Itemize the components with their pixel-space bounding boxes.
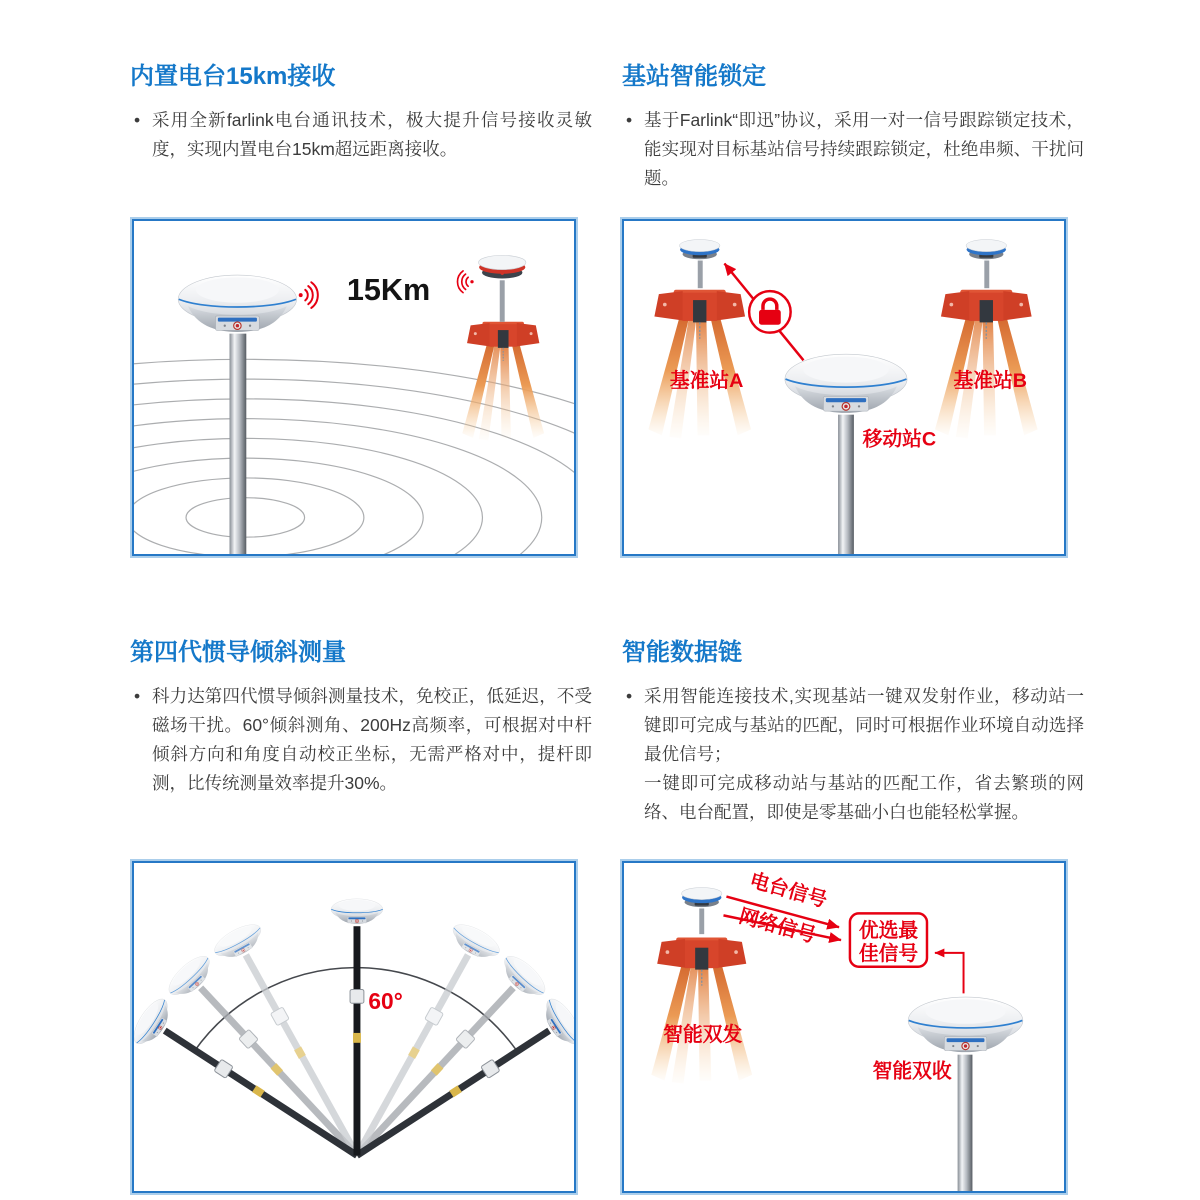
section-paragraph: • 采用智能连接技术,实现基站一键双发射作业，移动站一键即可完成与基站的匹配，同时可根据作业环境自动选择最优信号； [622, 682, 1084, 769]
rover-pole [838, 415, 854, 554]
section-title: 内置电台15km接收 [130, 63, 336, 90]
figure-tilt-fan [132, 861, 576, 1193]
base-b-label: 基准站B [953, 370, 1028, 393]
section-title: 基站智能锁定 [622, 63, 766, 90]
radio-signal-label: 电台信号 [747, 869, 830, 912]
figure-smart-datalink [622, 861, 1066, 1193]
radio-wave-icon [457, 271, 473, 293]
dual-send-label: 智能双发 [663, 1023, 743, 1046]
base-lock-illustration [624, 221, 1064, 554]
section-title: 第四代惯导倾斜测量 [130, 639, 346, 666]
tilted-pole [343, 994, 574, 1177]
gnss-receiver-red [479, 255, 526, 278]
tripod-pole [500, 280, 505, 322]
gnss-receiver-blue [682, 887, 722, 907]
tilted-pole [163, 950, 376, 1173]
figure-radio-range [132, 219, 576, 556]
dual-receive-label: 智能双收 [872, 1060, 952, 1083]
network-signal-label: 网络信号 [736, 905, 819, 948]
gnss-receiver-blue [966, 240, 1006, 260]
base-station-b [935, 240, 1038, 439]
lock-icon [749, 291, 791, 333]
tilted-pole [338, 950, 551, 1173]
section-paragraph: • 科力达第四代惯导倾斜测量技术，免校正，低延迟，不受磁场干扰。60°倾斜测角、200Hz高频率，可根据对中杆倾斜方向和角度自动校正坐标，无需严格对中，提杆即测，比传统测量效率提升30%。 [130, 682, 592, 798]
angle-label: 60° [368, 988, 403, 1015]
radio-wave-icon [299, 282, 318, 308]
rover-pole [958, 1055, 973, 1191]
smart-datalink-illustration [624, 863, 1064, 1191]
section-radio-15km [130, 62, 592, 164]
section-base-lock [622, 62, 1084, 193]
base-a-label: 基准站A [669, 370, 744, 393]
base-station-tripod [457, 255, 544, 440]
section-paragraph: • 采用全新farlink电台通讯技术，极大提升信号接收灵敏度，实现内置电台15km超远距离接收。 [130, 106, 592, 164]
distance-label: 15Km [346, 273, 431, 308]
rover-c-label: 移动站C [862, 428, 937, 451]
base-station-a [648, 240, 751, 439]
section-paragraph: • 基于Farlink“即迅”协议，采用一对一信号跟踪锁定技术，能实现对目标基站信号持续跟踪锁定，杜绝串频、干扰问题。 [622, 106, 1084, 193]
gnss-receiver-blue [680, 240, 720, 260]
figure-base-lock [622, 219, 1066, 556]
base-station-tripod [651, 887, 752, 1083]
gnss-receiver [178, 275, 296, 332]
rover-receiver [785, 354, 907, 413]
best-signal-box [850, 913, 927, 966]
best-signal-line1: 优选最 [858, 920, 919, 943]
section-smart-datalink [622, 638, 1084, 827]
best-signal-connector [935, 953, 964, 994]
best-signal-line2: 佳信号 [858, 942, 919, 965]
tilt-fan-illustration [134, 863, 574, 1191]
rover-pole [229, 334, 246, 554]
section-paragraph: 一键即可完成移动站与基站的匹配工作，省去繁琐的网络、电台配置，即使是零基础小白也能轻松掌握。 [644, 773, 1084, 822]
radio-range-illustration [134, 221, 574, 554]
section-tilt-survey [130, 638, 592, 798]
tilted-pole [134, 994, 371, 1177]
rover-receiver [908, 997, 1023, 1052]
section-title: 智能数据链 [622, 639, 742, 666]
